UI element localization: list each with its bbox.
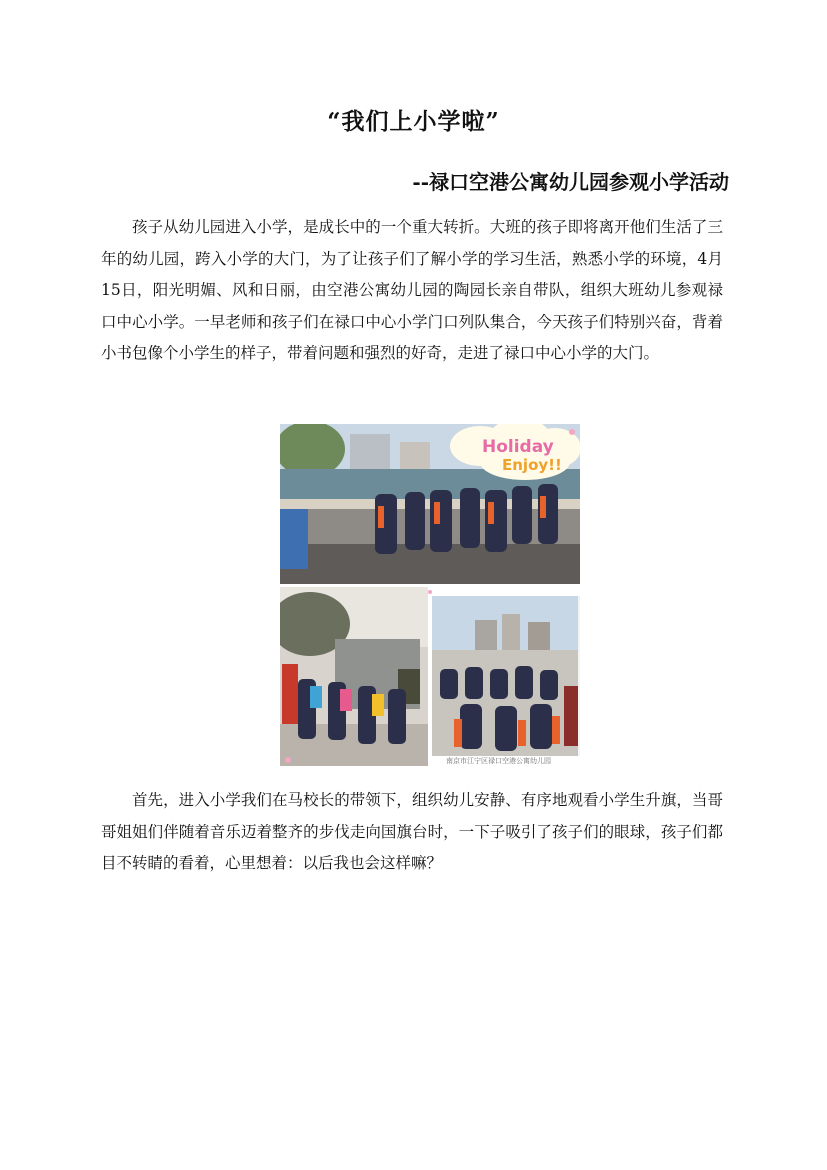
paragraph-intro: 孩子从幼儿园进入小学，是成长中的一个重大转折。大班的孩子即将离开他们生活了三年的幼儿园，跨入小学的大门，为了让孩子们了解小学的学习生活，熟悉小学的环境，4月15日，阳光明媚、风和日丽，由空港公寓幼儿园的陶园长亲自带队，组织大班幼儿参观禄口中心小学。一早老师和孩子们在禄口中心小学门口列队集合，今天孩子们特别兴奋，背着小书包像个小学生的样子，带着问题和强烈的好奇，走进了禄口中心小学的大门。 [101,218,723,362]
photo-collage [280,424,580,766]
photo-bottom-right [432,596,578,756]
photo-watermark: 南京市江宁区禄口空港公寓幼儿园 [446,757,551,765]
paragraph-flag-ceremony: 首先，进入小学我们在马校长的带领下，组织幼儿安静、有序地观看小学生升旗，当哥哥姐姐们伴随着音乐迈着整齐的步伐走向国旗台时，一下子吸引了孩子们的眼球，孩子们都目不转睛的看着，心里想着：以后我也会这样嘛？ [101,791,723,872]
photo-top [280,424,580,584]
document-subtitle: --禄口空港公寓幼儿园参观小学活动 [412,170,729,194]
document-title: “我们上小学啦” [327,108,500,135]
sticker-text-holiday: Holiday [482,437,554,457]
photo-bottom-left [280,587,428,766]
sticker-text-enjoy: Enjoy!! [502,456,562,474]
